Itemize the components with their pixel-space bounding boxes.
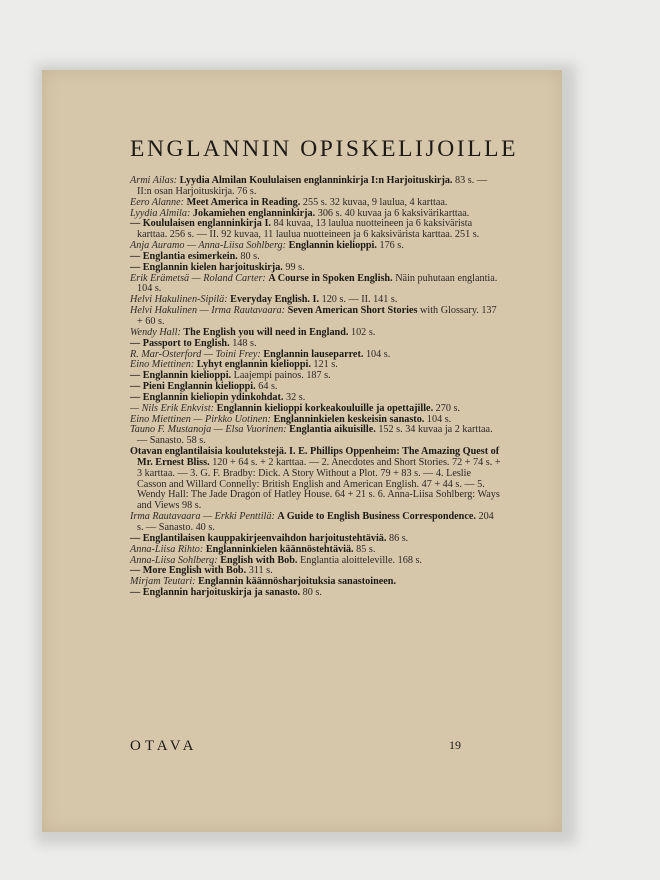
- entry-author: Anja Auramo — Anna-Liisa Sohlberg:: [130, 240, 287, 252]
- entry-title: Englanninkielen keskeisin sanasto.: [273, 413, 425, 425]
- listing-entry: [130, 512, 502, 534]
- listing-entry: [130, 219, 502, 241]
- entry-detail: 270 s.: [435, 402, 461, 414]
- entry-detail: 204 s. — Sanasto. 40 s.: [137, 511, 494, 533]
- entry-detail: 120 s. — II. 141 s.: [321, 294, 398, 306]
- entry-author: Anna-Liisa Rihto:: [130, 543, 204, 555]
- entry-detail: 311 s.: [248, 565, 273, 577]
- entry-detail: 121 s.: [313, 359, 338, 371]
- entry-detail: 102 s.: [350, 326, 376, 338]
- entry-detail: 148 s.: [232, 337, 257, 349]
- entry-author: Tauno F. Mustanoja — Elsa Vuorinen:: [130, 424, 287, 436]
- entry-author: — Nils Erik Enkvist:: [130, 402, 215, 414]
- entry-title: Englantia aikuisille.: [289, 424, 376, 436]
- entry-author: Eero Alanne:: [130, 196, 185, 208]
- entry-title: English with Bob.: [220, 554, 298, 566]
- listing-entry: [130, 447, 502, 512]
- entry-detail: 255 s. 32 kuvaa, 9 laulua, 4 karttaa.: [302, 196, 448, 208]
- page-number: 19: [449, 738, 461, 752]
- entry-title: Otavan englantilaisia koulutekstejä. I. E. Phillips Oppenheim: The Amazing Quest of Mr. Ernest Bliss.: [130, 446, 500, 468]
- entry-title: A Course in Spoken English.: [268, 272, 393, 284]
- entry-author: R. Mar-Osterford — Toini Frey:: [130, 348, 261, 360]
- entry-title: Englannin kielioppi.: [288, 240, 377, 252]
- entry-author: Helvi Hakulinen — Irma Rautavaara:: [130, 305, 286, 317]
- entry-title: Englannin käännösharjoituksia sanastoineen.: [198, 576, 397, 588]
- entry-title: — Pieni Englannin kielioppi.: [130, 381, 256, 393]
- entry-detail: 32 s.: [286, 391, 306, 403]
- entry-detail: 86 s.: [388, 532, 409, 544]
- entry-author: Erik Erämetsä — Roland Carter:: [130, 272, 266, 284]
- entry-title: Meet America in Reading.: [186, 196, 301, 208]
- entry-detail: Näin puhutaan englantia. 104 s.: [137, 272, 498, 295]
- entry-detail: 104 s.: [365, 348, 391, 360]
- entry-detail: 176 s.: [379, 240, 404, 252]
- entry-title: — More English with Bob.: [130, 565, 247, 577]
- entry-author: Helvi Hakulinen-Sipilä:: [130, 294, 228, 306]
- publisher-name: OTAVA: [130, 738, 198, 754]
- entry-detail: with Glossary. 137 + 60 s.: [137, 305, 497, 327]
- entry-title: — Passport to English.: [130, 337, 230, 349]
- entry-author: Wendy Hall:: [130, 326, 181, 338]
- entry-title: — Englannin kieliopin ydinkohdat.: [130, 391, 284, 403]
- listing-entry: [130, 306, 502, 328]
- entry-author: Armi Ailas:: [130, 175, 178, 186]
- entry-detail: Laajempi painos. 187 s.: [233, 370, 331, 382]
- book-page: [42, 70, 562, 832]
- entry-title: Englanninkielen käännöstehtäviä.: [205, 543, 354, 555]
- entry-title: Everyday English. I.: [230, 294, 320, 306]
- entry-detail: 64 s.: [258, 381, 278, 393]
- entry-title: — Koululaisen englanninkirja I.: [130, 218, 271, 230]
- entry-title: — Englantilaisen kauppakirjeenvaihdon harjoitustehtäviä.: [130, 532, 387, 544]
- entry-title: Lyhyt englannin kielioppi.: [196, 359, 311, 371]
- entry-detail: 84 kuvaa, 13 laulua nuotteineen ja 6 kaksivärista karttaa. 256 s. — II. 92 kuvaa, 11 laulua nuotteineen ja 6 kaksivärista karttaa. 251 s.: [137, 218, 480, 241]
- entry-detail: 80 s.: [302, 587, 322, 599]
- entry-detail: Englantia aloitteleville. 168 s.: [300, 554, 422, 566]
- listing-entry: [130, 588, 502, 599]
- entry-title: A Guide to English Business Correspondence.: [277, 511, 476, 523]
- entry-title: — Englantia esimerkein.: [130, 250, 238, 262]
- entry-detail: 306 s. 40 kuvaa ja 6 kaksivärikarttaa.: [317, 207, 470, 219]
- page-heading: ENGLANNIN OPISKELIJOILLE: [130, 136, 519, 162]
- listing-entry: [130, 425, 502, 447]
- book-listing: [130, 176, 502, 599]
- entry-author: Eino Miettinen — Pirkko Uotinen:: [130, 413, 271, 425]
- entry-title: Lyydia Almilan Koululaisen englanninkirja I:n Harjoituskirja.: [179, 175, 453, 186]
- entry-detail: 152 s. 34 kuvaa ja 2 karttaa. — Sanasto. 58 s.: [137, 424, 493, 447]
- entry-author: Eino Miettinen:: [130, 359, 195, 371]
- entry-author: Anna-Liisa Sohlberg:: [130, 554, 218, 566]
- listing-entry: [130, 274, 502, 296]
- entry-detail: 104 s.: [426, 413, 452, 425]
- entry-author: Lyydia Almila:: [130, 207, 191, 219]
- listing-entry: [130, 176, 502, 198]
- entry-title: Englannin lauseparret.: [263, 348, 364, 360]
- entry-detail: 85 s.: [356, 543, 376, 555]
- entry-author: Irma Rautavaara — Erkki Penttilä:: [130, 511, 275, 523]
- entry-title: Seven American Short Stories: [287, 305, 418, 317]
- entry-title: Englannin kielioppi korkeakouluille ja opettajille.: [216, 402, 434, 414]
- entry-author: Mirjam Teutari:: [130, 576, 196, 588]
- entry-title: — Englannin kielen harjoituskirja.: [130, 261, 283, 273]
- entry-detail: 99 s.: [285, 261, 305, 273]
- entry-title: The English you will need in England.: [183, 326, 349, 338]
- entry-detail: 80 s.: [240, 250, 260, 262]
- entry-title: Jokamiehen englanninkirja.: [192, 207, 316, 219]
- entry-title: — Englannin kielioppi.: [130, 370, 232, 382]
- entry-detail: 120 + 64 s. + 2 karttaa. — 2. Anecdotes and Short Stories. 72 + 74 s. + 3 karttaa. — 3. G. F. Bradby: Dick. A Story Without a Plot. 79 + 83 s. — 4. Leslie Casson and Willard Connelly: British English and American English. 47 + 44 s. — 5. Wendy Hall: The Jade Dragon of Hatley House. 64 + 21 s. 6. Anna-Liisa Sohlberg: Ways and Views 98 s.: [137, 456, 501, 512]
- entry-detail: 83 s. — II:n osan Harjoituskirja. 76 s.: [137, 175, 488, 197]
- entry-title: — Englannin harjoituskirja ja sanasto.: [130, 587, 301, 599]
